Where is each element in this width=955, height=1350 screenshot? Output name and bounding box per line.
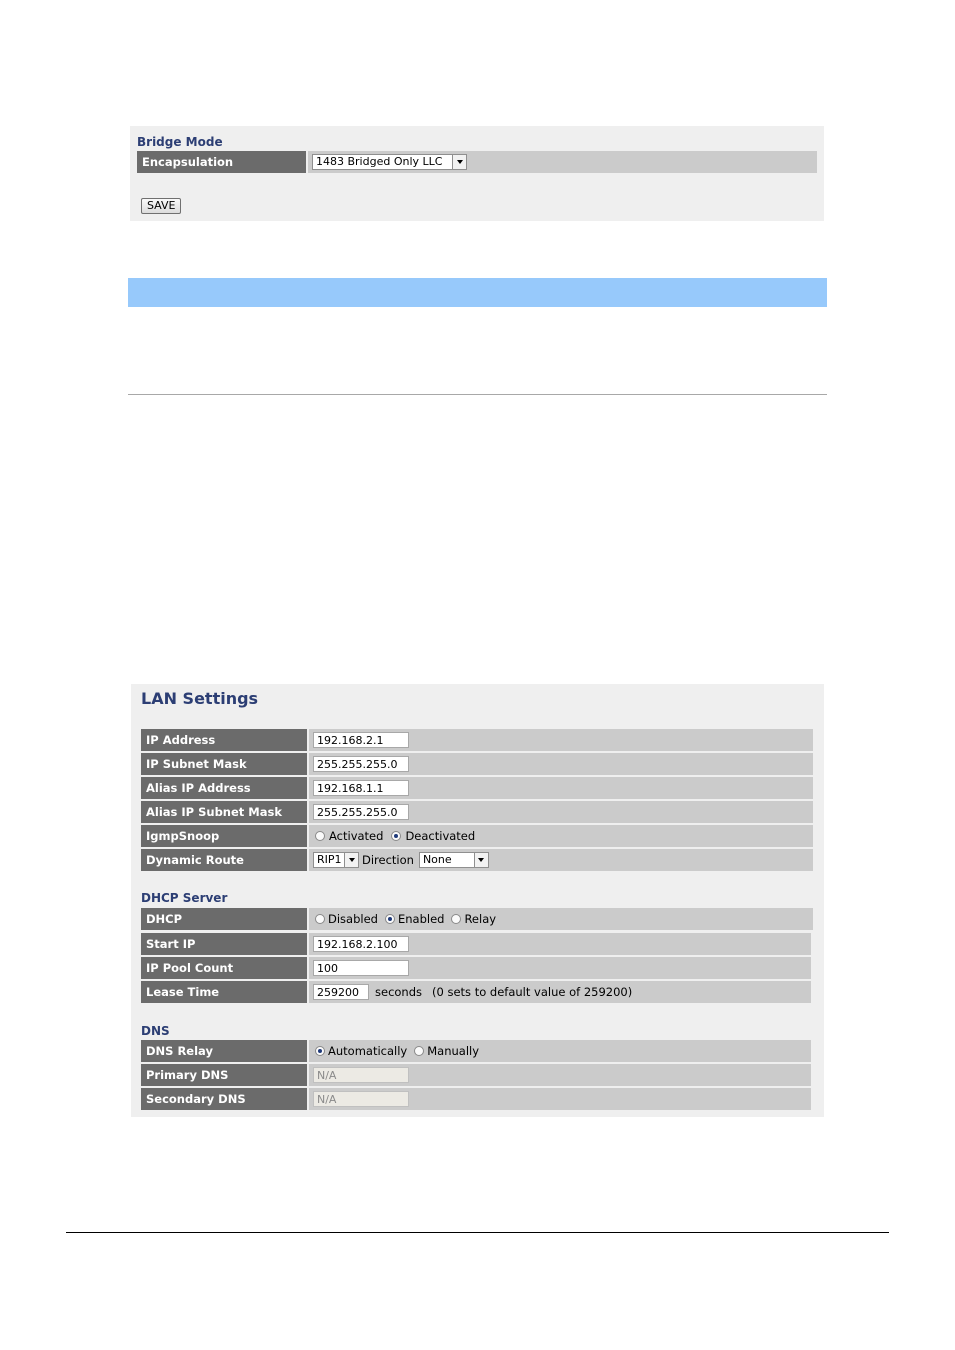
- dns-title: DNS: [141, 1024, 170, 1038]
- ip-address-row: [141, 729, 813, 751]
- encapsulation-select[interactable]: [312, 154, 467, 170]
- ip-address-label: IP Address: [141, 729, 307, 751]
- alias-ip-input[interactable]: 192.168.1.1: [313, 780, 409, 796]
- secondary-dns-cell: [309, 1088, 811, 1110]
- section-header-bar: [128, 278, 827, 307]
- igmp-snoop-cell: [309, 825, 813, 847]
- alias-mask-cell: [309, 801, 813, 823]
- pool-count-cell: [309, 957, 811, 979]
- ip-address-cell: [309, 729, 813, 751]
- pool-count-label: IP Pool Count: [141, 957, 307, 979]
- primary-dns-row: [141, 1064, 811, 1086]
- ip-address-input[interactable]: 192.168.2.1: [313, 732, 409, 748]
- igmp-activated-label: Activated: [329, 829, 384, 843]
- rip-select[interactable]: [313, 852, 359, 868]
- direction-select[interactable]: [419, 852, 489, 868]
- dhcp-disabled-radio[interactable]: [315, 914, 325, 924]
- primary-dns-cell: [309, 1064, 811, 1086]
- lease-time-label: Lease Time: [141, 981, 307, 1003]
- encapsulation-value-cell: [308, 151, 817, 173]
- igmp-activated-radio[interactable]: [315, 831, 325, 841]
- subnet-mask-input[interactable]: 255.255.255.0: [313, 756, 409, 772]
- lease-time-note: (0 sets to default value of 259200): [432, 985, 633, 999]
- start-ip-row: [141, 933, 811, 955]
- lease-time-input[interactable]: 259200: [313, 984, 369, 1000]
- pool-count-row: [141, 957, 811, 979]
- subnet-mask-cell: [309, 753, 813, 775]
- start-ip-input[interactable]: 192.168.2.100: [313, 936, 409, 952]
- start-ip-cell: [309, 933, 811, 955]
- footer-divider: [66, 1232, 889, 1233]
- igmp-deactivated-label: Deactivated: [405, 829, 476, 843]
- alias-ip-label: Alias IP Address: [141, 777, 307, 799]
- bridge-mode-panel: [130, 126, 824, 221]
- dhcp-label: DHCP: [141, 908, 307, 930]
- igmp-snoop-row: [141, 825, 813, 847]
- dhcp-enabled-label: Enabled: [397, 912, 445, 926]
- divider: [128, 394, 827, 395]
- alias-mask-input[interactable]: 255.255.255.0: [313, 804, 409, 820]
- pool-count-input[interactable]: 100: [313, 960, 409, 976]
- dhcp-cell: [309, 908, 813, 930]
- dhcp-disabled-label: Disabled: [328, 912, 378, 926]
- bridge-mode-title: Bridge Mode: [137, 135, 223, 149]
- lease-time-unit: seconds: [375, 985, 423, 999]
- rip-select-value: RIP1: [317, 853, 342, 866]
- primary-dns-input: N/A: [313, 1067, 409, 1083]
- dhcp-relay-radio[interactable]: [451, 914, 461, 924]
- alias-mask-row: [141, 801, 813, 823]
- dhcp-row: [141, 908, 813, 930]
- save-button[interactable]: SAVE: [141, 198, 181, 214]
- encapsulation-select-value: 1483 Bridged Only LLC: [316, 155, 443, 168]
- chevron-down-icon[interactable]: [452, 155, 466, 169]
- dynamic-route-label: Dynamic Route: [141, 849, 307, 871]
- dynamic-route-row: [141, 849, 813, 871]
- encapsulation-row: [137, 151, 817, 173]
- chevron-down-icon[interactable]: [474, 853, 488, 867]
- dns-manual-radio[interactable]: [414, 1046, 424, 1056]
- secondary-dns-label: Secondary DNS: [141, 1088, 307, 1110]
- alias-mask-label: Alias IP Subnet Mask: [141, 801, 307, 823]
- lease-time-cell: [309, 981, 811, 1003]
- dns-auto-radio[interactable]: [315, 1046, 325, 1056]
- page-title: LAN Settings: [141, 689, 259, 708]
- subnet-mask-row: [141, 753, 813, 775]
- start-ip-label: Start IP: [141, 933, 307, 955]
- alias-ip-row: [141, 777, 813, 799]
- igmp-deactivated-radio[interactable]: [391, 831, 401, 841]
- direction-label: Direction: [362, 853, 414, 867]
- dns-relay-cell: [309, 1040, 811, 1062]
- lan-settings-panel: [131, 684, 824, 1117]
- direction-select-value: None: [422, 853, 452, 866]
- dhcp-relay-label: Relay: [464, 912, 497, 926]
- secondary-dns-row: [141, 1088, 811, 1110]
- alias-ip-cell: [309, 777, 813, 799]
- encapsulation-label: Encapsulation: [137, 151, 306, 173]
- dynamic-route-cell: [309, 849, 813, 871]
- dns-relay-label: DNS Relay: [141, 1040, 307, 1062]
- dns-relay-row: [141, 1040, 811, 1062]
- chevron-down-icon[interactable]: [344, 853, 358, 867]
- dhcp-server-title: DHCP Server: [141, 891, 228, 905]
- igmp-snoop-label: IgmpSnoop: [141, 825, 307, 847]
- dns-manual-label: Manually: [427, 1044, 480, 1058]
- lease-time-row: [141, 981, 811, 1003]
- secondary-dns-input: N/A: [313, 1091, 409, 1107]
- dhcp-enabled-radio[interactable]: [385, 914, 395, 924]
- dns-auto-label: Automatically: [328, 1044, 408, 1058]
- subnet-mask-label: IP Subnet Mask: [141, 753, 307, 775]
- primary-dns-label: Primary DNS: [141, 1064, 307, 1086]
